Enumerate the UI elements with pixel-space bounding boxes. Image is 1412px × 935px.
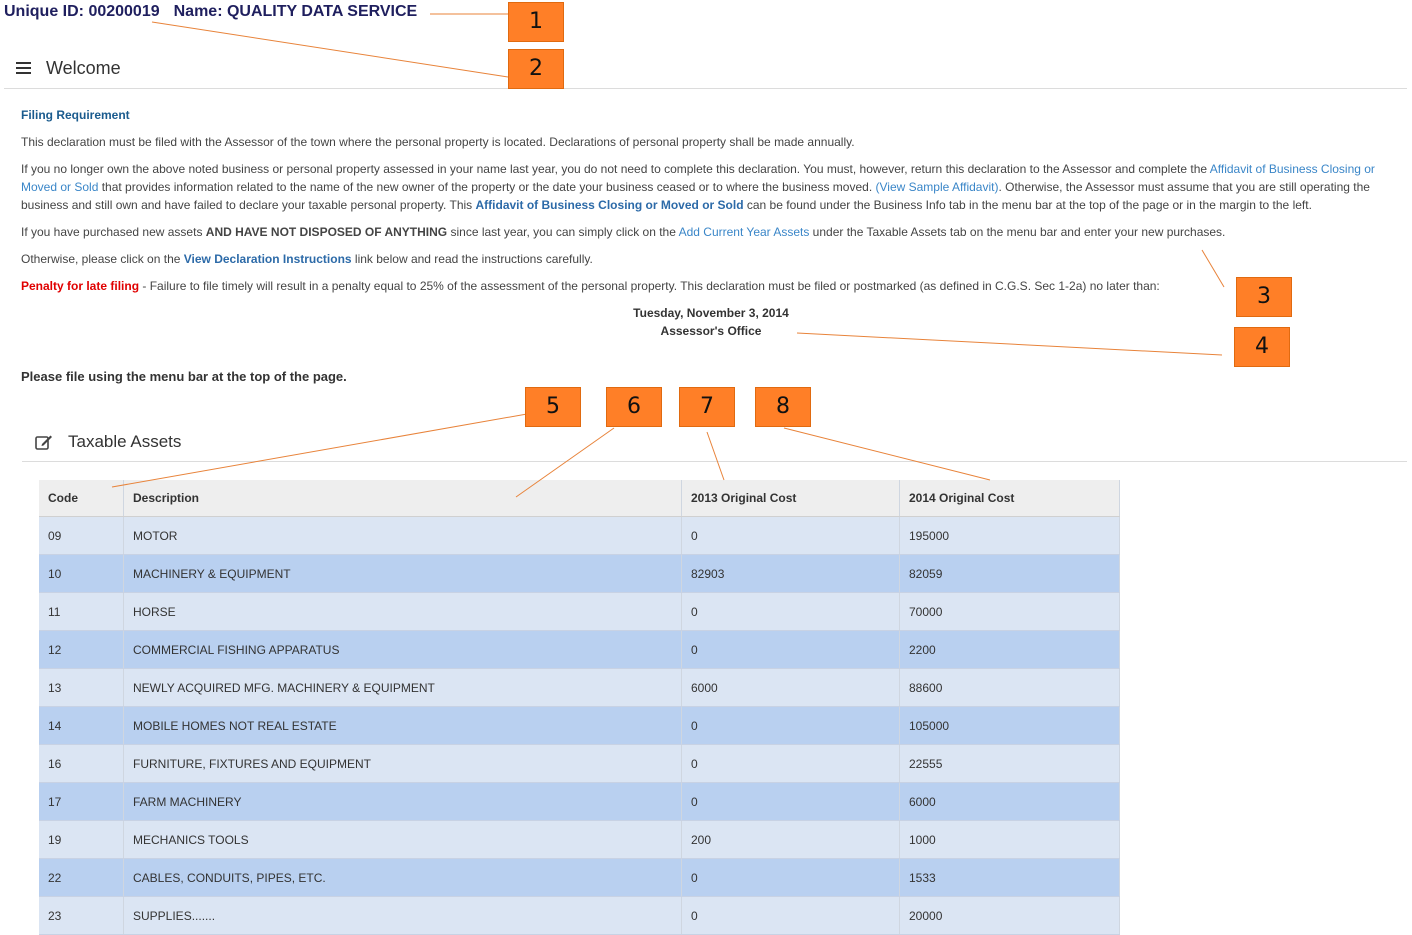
cell-2013-cost: 82903 <box>682 555 900 593</box>
text: can be found under the Business Info tab in the menu bar at the top of the page or in the margin to the left. <box>743 198 1312 212</box>
affidavit-link-bold[interactable]: Affidavit of Business Closing or Moved or Sold <box>475 198 744 212</box>
cell-code: 22 <box>39 859 124 897</box>
cell-description: MECHANICS TOOLS <box>124 821 682 859</box>
cell-description: MOTOR <box>124 517 682 555</box>
text: since last year, you can simply click on the <box>447 225 679 239</box>
filing-requirement-title: Filing Requirement <box>21 108 130 122</box>
callout-8-line <box>784 428 990 480</box>
cell-code: 11 <box>39 593 124 631</box>
cell-2013-cost: 0 <box>682 593 900 631</box>
cell-2014-cost: 1533 <box>900 859 1120 897</box>
callout-8: 8 <box>755 387 811 427</box>
cell-2014-cost: 2200 <box>900 631 1120 669</box>
callout-4-line <box>797 333 1222 355</box>
cell-code: 19 <box>39 821 124 859</box>
callout-1: 1 <box>508 2 564 42</box>
cell-2014-cost: 82059 <box>900 555 1120 593</box>
callout-4: 4 <box>1234 327 1290 367</box>
text: If you have purchased new assets <box>21 225 206 239</box>
column-header-2013-cost[interactable]: 2013 Original Cost <box>682 480 900 517</box>
callout-5-line <box>112 414 527 487</box>
account-name-label: Name: QUALITY DATA SERVICE <box>173 3 418 20</box>
callout-2-line <box>152 22 508 77</box>
view-sample-affidavit-link[interactable]: (View Sample Affidavit) <box>875 180 999 194</box>
cell-2013-cost: 200 <box>682 821 900 859</box>
column-header-2014-cost[interactable]: 2014 Original Cost <box>900 480 1120 517</box>
cell-2013-cost: 6000 <box>682 669 900 707</box>
cell-2013-cost: 0 <box>682 897 900 935</box>
cell-description: CABLES, CONDUITS, PIPES, ETC. <box>124 859 682 897</box>
column-header-description[interactable]: Description <box>124 480 682 517</box>
cell-code: 10 <box>39 555 124 593</box>
cell-2014-cost: 22555 <box>900 745 1120 783</box>
callout-6: 6 <box>606 387 662 427</box>
filing-paragraph-1: This declaration must be filed with the Assessor of the town where the personal property is located. Declarations of personal property shall be made annually. <box>21 135 855 149</box>
deadline-date: Tuesday, November 3, 2014 <box>633 306 789 320</box>
cell-2013-cost: 0 <box>682 707 900 745</box>
callout-6-line <box>516 428 614 497</box>
text: If you no longer own the above noted business or personal property assessed in your name last year, you do not need to complete this declaration. You must, however, return this declaration to the Assessor and complete the <box>21 162 1210 176</box>
cell-description: NEWLY ACQUIRED MFG. MACHINERY & EQUIPMENT <box>124 669 682 707</box>
cell-2014-cost: 70000 <box>900 593 1120 631</box>
view-declaration-instructions-link[interactable]: View Declaration Instructions <box>183 252 352 266</box>
cell-2014-cost: 105000 <box>900 707 1120 745</box>
cell-code: 16 <box>39 745 124 783</box>
cell-2013-cost: 0 <box>682 631 900 669</box>
cell-description: COMMERCIAL FISHING APPARATUS <box>124 631 682 669</box>
cell-2013-cost: 0 <box>682 859 900 897</box>
cell-description: SUPPLIES....... <box>124 897 682 935</box>
affidavit-link[interactable]: Affidavit of Business Closing or Moved or Sold <box>21 162 1375 194</box>
cell-code: 12 <box>39 631 124 669</box>
cell-code: 17 <box>39 783 124 821</box>
unique-id-label: Unique ID: 00200019 <box>4 3 160 20</box>
callout-2: 2 <box>508 49 564 89</box>
file-instruction: Please file using the menu bar at the top of the page. <box>21 369 347 384</box>
cell-2014-cost: 195000 <box>900 517 1120 555</box>
cell-2013-cost: 0 <box>682 745 900 783</box>
add-current-year-assets-link[interactable]: Add Current Year Assets <box>678 225 810 239</box>
cell-description: HORSE <box>124 593 682 631</box>
callout-7: 7 <box>679 387 735 427</box>
callout-3-line <box>1202 250 1224 287</box>
cell-code: 23 <box>39 897 124 935</box>
cell-2014-cost: 6000 <box>900 783 1120 821</box>
text: that provides information related to the name of the new owner of the property or the date your business ceased or to where the business moved. <box>98 180 876 194</box>
cell-description: MOBILE HOMES NOT REAL ESTATE <box>124 707 682 745</box>
cell-2013-cost: 0 <box>682 783 900 821</box>
cell-2014-cost: 1000 <box>900 821 1120 859</box>
column-header-code[interactable]: Code <box>39 480 124 517</box>
cell-code: 09 <box>39 517 124 555</box>
text: . Otherwise, the Assessor must assume that you are still operating the business and still own and have failed to declare your taxable personal property. This <box>21 180 1370 212</box>
text: link below and read the instructions carefully. <box>351 252 593 266</box>
emphasis: AND HAVE NOT DISPOSED OF ANYTHING <box>205 225 448 239</box>
text: under the Taxable Assets tab on the menu bar and enter your new purchases. <box>809 225 1226 239</box>
cell-2013-cost: 0 <box>682 517 900 555</box>
assessor-office: Assessor's Office <box>660 324 762 338</box>
cell-description: MACHINERY & EQUIPMENT <box>124 555 682 593</box>
cell-code: 14 <box>39 707 124 745</box>
cell-2014-cost: 20000 <box>900 897 1120 935</box>
cell-code: 13 <box>39 669 124 707</box>
text: - Failure to file timely will result in a penalty equal to 25% of the assessment of the personal property. This declaration must be filed or postmarked (as defined in C.G.S. Sec 1-2a) no later than: <box>139 279 1160 293</box>
text: Otherwise, please click on the <box>21 252 184 266</box>
cell-description: FURNITURE, FIXTURES AND EQUIPMENT <box>124 745 682 783</box>
taxable-assets-title: Taxable Assets <box>68 432 182 451</box>
penalty-label: Penalty for late filing <box>21 279 140 293</box>
callout-7-line <box>707 432 724 480</box>
cell-description: FARM MACHINERY <box>124 783 682 821</box>
cell-2014-cost: 88600 <box>900 669 1120 707</box>
callout-3: 3 <box>1236 277 1292 317</box>
callout-5: 5 <box>525 387 581 427</box>
welcome-title: Welcome <box>46 58 121 78</box>
